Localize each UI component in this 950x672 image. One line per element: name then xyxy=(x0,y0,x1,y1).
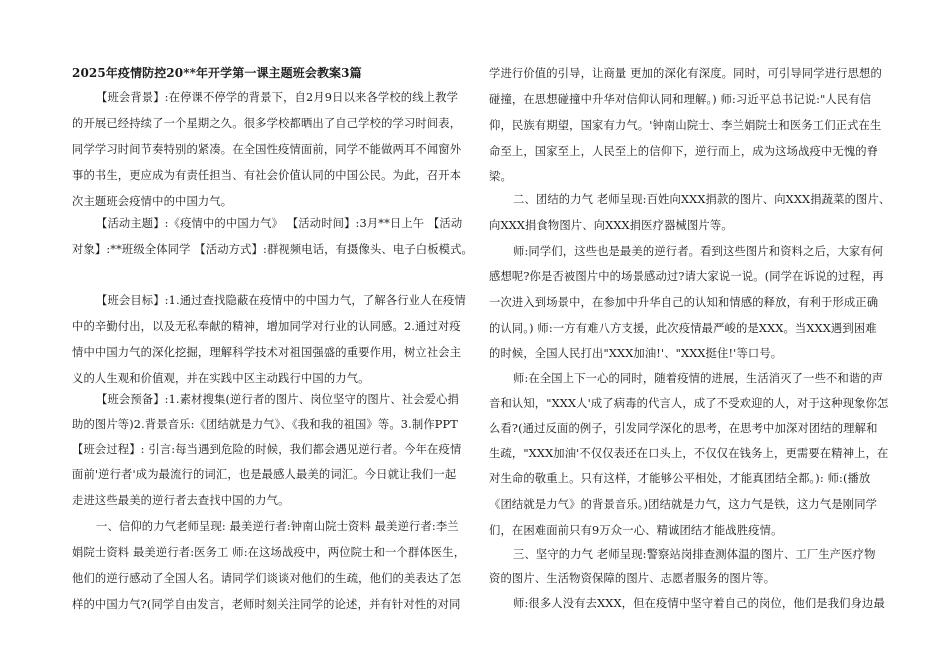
text-line: 的开展已经持续了一个星期之久。很多学校都晒出了自己学校的学习时间表， xyxy=(72,117,462,130)
text-line: 一、信仰的力气老师呈现: 最美逆行者:钟南山院士资料 最美逆行者:李兰 xyxy=(96,520,459,533)
text-line: 感想呢?你是否被图片中的场景感动过?请大家说一说。(同学在诉说的过程，再 xyxy=(489,270,884,283)
text-line: 一次进入到场景中，在参加中升华自己的认知和情感的释放，有利于形成正确 xyxy=(489,296,879,309)
text-line: 仰，民族有期望，国家有力气。'钟南山院士、李兰娟院士和医务工们正式在生 xyxy=(489,119,882,132)
text-line: 义的人生观和价值观，并在实践中区主动践行中国的力气。 xyxy=(72,372,370,385)
text-line: 【班会目标】:1.通过查找隐蔽在疫情中的中国力气，了解各行业人在疫情 xyxy=(96,294,466,307)
text-line: 面前'逆行者'成为最流行的词汇，也是最感人最美的词汇。今日就让我们一起 xyxy=(72,468,457,481)
text-line: 学进行价值的引导，让商量 更加的深化有深度。同时，可引导同学进行思想的 xyxy=(489,67,882,80)
text-line: 们，在困难面前只有9万众一心、精诚团结才能战胜疫情。 xyxy=(489,524,783,537)
text-line: 生疏，"XXX加油'不仅仅表还在口头上，不仅仅在钱务上，更需要在精神上，在 xyxy=(489,447,889,460)
text-line: 的认同。) 师:一方有难八方支援，此次疫情最严峻的是XXX。当XXX遇到困难 xyxy=(489,322,877,335)
text-line: 他们的逆行感动了全国人名。请同学们谈谈对他们的生疏，他们的美表达了怎 xyxy=(72,572,462,585)
text-line: 命至上，国家至上，人民至上的信仰下，逆行而上，成为这场战疫中无愧的脊 xyxy=(489,145,879,158)
text-line: 【班会预备】:1.素材搜集(逆行者的图片、岗位坚守的图片、社会爱心捐 xyxy=(96,393,460,406)
text-line: 三、坚守的力气 老师呈现:警察站岗排查测体温的图片、工厂生产医疗物 xyxy=(513,548,876,561)
text-line: 对象】:**班级全体同学 【活动方式】:群视频电话，有摄像头、电子白板模式。 xyxy=(72,243,474,256)
text-line: 事的书生，更应成为有责任担当、有社会价值认同的中国公民。为此，召开本 xyxy=(72,169,462,182)
text-line: 向XXX捐食物图片、向XXX捐医疗器械图片等。 xyxy=(489,219,733,232)
text-line: 娟院士资料 最美逆行者:医务工 师:在这场战疫中，两位院士和一个群体医生， xyxy=(72,546,466,559)
text-line: 音和认知，"XXX人'成了病毒的代言人，成了不受欢迎的人，对于这种现象你怎 xyxy=(489,397,889,410)
text-line: 情中中国力气的深化挖掘，理解科学技术对祖国强盛的重要作用，树立社会主 xyxy=(72,346,462,359)
text-line: 走进这些最美的逆行者去查找中国的力气。 xyxy=(72,494,290,507)
text-line: 《团结就是力气》的背景音乐。)团结就是力气，这力气是铁，这力气是刚同学 xyxy=(489,498,878,511)
text-line: 梁。 xyxy=(489,170,512,183)
text-line: 师:很多人没有去XXX，但在疫情中坚守着自己的岗位，他们是我们身边最 xyxy=(513,597,885,610)
text-line: 资的图片、生活物资保障的图片、志愿者服务的图片等。 xyxy=(489,572,776,585)
text-line: 师:在全国上下一心的同时，随着疫情的进展，生活消灭了一些不和谐的声 xyxy=(513,372,884,385)
text-line: 【班会背景】:在停课不停学的背景下，自2月9日以来各学校的线上教学 xyxy=(96,91,459,104)
text-line: 【活动主题】:《疫情中的中国力气》 【活动时间】:3月**日上午 【活动 xyxy=(96,217,463,230)
text-line: 的时候，全国人民打出"XXX加油!'、"XXX挺住!'等口号。 xyxy=(489,347,783,360)
document-title: 2025年疫情防控20**年开学第一课主题班会教案3篇 xyxy=(72,66,362,80)
text-line: 么看?(通过反面的例子，引发同学深化的思考，在思考中加深对团结的理解和 xyxy=(489,422,878,435)
text-line: 二、团结的力气 老师呈现:百姓向XXX捐款的图片、向XXX捐蔬菜的图片、 xyxy=(513,193,891,206)
text-line: 碰撞，在思想碰撞中升华对信仰认同和理解。) 师:习近平总书记说:"人民有信 xyxy=(489,93,872,106)
text-line: 中的辛勤付出，以及无私奉献的精神，增加同学对行业的认同感。2.通过对疫 xyxy=(72,320,461,333)
text-line: 对生命的敬重上。只有这样，才能够公平相处，才能真团结全都。): 师:(播放 xyxy=(489,472,871,485)
text-line: 师:同学们，这些也是最美的逆行者。看到这些图片和资料之后，大家有何 xyxy=(513,245,884,258)
text-line: 同学学习时间节奏特别的紧凑。在全国性疫情面前，同学不能做两耳不闻窗外 xyxy=(72,143,462,156)
text-line: 样的中国力气?(同学自由发言，老师时刻关注同学的论述，并有针对性的对同 xyxy=(72,598,461,611)
text-line: 助的图片等)2.背景音乐:《团结就是力气》、《我和我的祖国》等。3.制作PPT xyxy=(72,418,458,431)
text-line: 次主题班会疫情中的中国力气。 xyxy=(72,195,233,208)
text-line: 【班会过程】: 引言:每当遇到危险的时候，我们都会遇见逆行者。今年在疫情 xyxy=(72,443,462,456)
